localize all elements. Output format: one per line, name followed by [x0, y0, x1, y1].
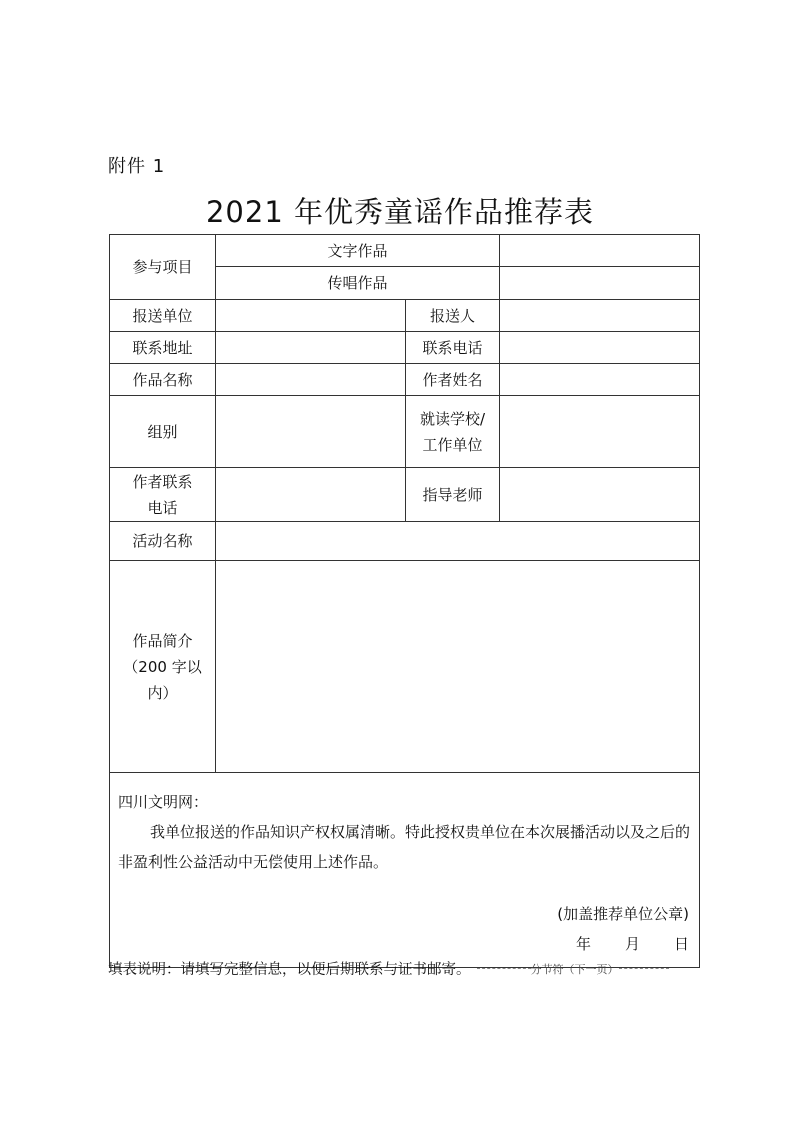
section-break-line-left	[477, 968, 531, 969]
instructor-field[interactable]	[500, 468, 700, 522]
author-phone-label-line2: 电话	[147, 498, 178, 517]
contact-address-field[interactable]	[216, 332, 406, 364]
authorization-statement	[110, 773, 700, 968]
author-phone-field[interactable]	[216, 468, 406, 522]
footer	[108, 958, 669, 979]
section-break-marker	[477, 961, 669, 977]
school-label	[406, 396, 500, 468]
instructor-label: 指导老师	[406, 468, 500, 522]
contact-address-label: 联系地址	[110, 332, 216, 364]
attachment-label: 附件 1	[108, 156, 166, 177]
date-line	[118, 929, 691, 959]
group-field[interactable]	[216, 396, 406, 468]
activity-name-field[interactable]	[216, 522, 700, 561]
author-phone-label-line1: 作者联系	[132, 472, 193, 491]
work-name-field[interactable]	[216, 364, 406, 396]
submitter-label: 报送人	[406, 300, 500, 332]
work-intro-label-line3: 内）	[147, 683, 178, 702]
song-work-label: 传唱作品	[216, 267, 500, 300]
year-label: 年	[575, 935, 591, 953]
month-label: 月	[624, 935, 640, 953]
participation-label: 参与项目	[110, 235, 216, 300]
day-label: 日	[674, 935, 690, 953]
contact-phone-field[interactable]	[500, 332, 700, 364]
text-work-label: 文字作品	[216, 235, 500, 267]
text-work-field[interactable]	[500, 235, 700, 267]
fill-instructions: 填表说明：请填写完整信息，以便后期联系与证书邮寄。	[108, 962, 471, 978]
seal-note: (加盖推荐单位公章)	[557, 905, 690, 923]
section-break-line-right	[619, 968, 669, 969]
school-field[interactable]	[500, 396, 700, 468]
school-label-line1: 就读学校/	[419, 409, 486, 428]
author-name-field[interactable]	[500, 364, 700, 396]
work-intro-label	[110, 561, 216, 773]
song-work-field[interactable]	[500, 267, 700, 300]
statement-body: 我单位报送的作品知识产权权属清晰。特此授权贵单位在本次展播活动以及之后的非盈利性公益活动中无偿使用上述作品。	[118, 823, 691, 871]
page-title: 2021 年优秀童谣作品推荐表	[205, 195, 595, 229]
group-label: 组别	[110, 396, 216, 468]
submitting-unit-field[interactable]	[216, 300, 406, 332]
author-phone-label	[110, 468, 216, 522]
contact-phone-label: 联系电话	[406, 332, 500, 364]
activity-name-label: 活动名称	[110, 522, 216, 561]
submitter-field[interactable]	[500, 300, 700, 332]
statement-salutation: 四川文明网：	[118, 793, 209, 811]
work-intro-label-line2: （200 字以	[123, 657, 202, 676]
recommendation-form	[109, 234, 700, 968]
submitting-unit-label: 报送单位	[110, 300, 216, 332]
section-break-label: 分节符（下一页）	[530, 962, 619, 976]
work-intro-label-line1: 作品简介	[132, 631, 193, 650]
school-label-line2: 工作单位	[422, 435, 483, 454]
work-name-label: 作品名称	[110, 364, 216, 396]
work-intro-field[interactable]	[216, 561, 700, 773]
author-name-label: 作者姓名	[406, 364, 500, 396]
